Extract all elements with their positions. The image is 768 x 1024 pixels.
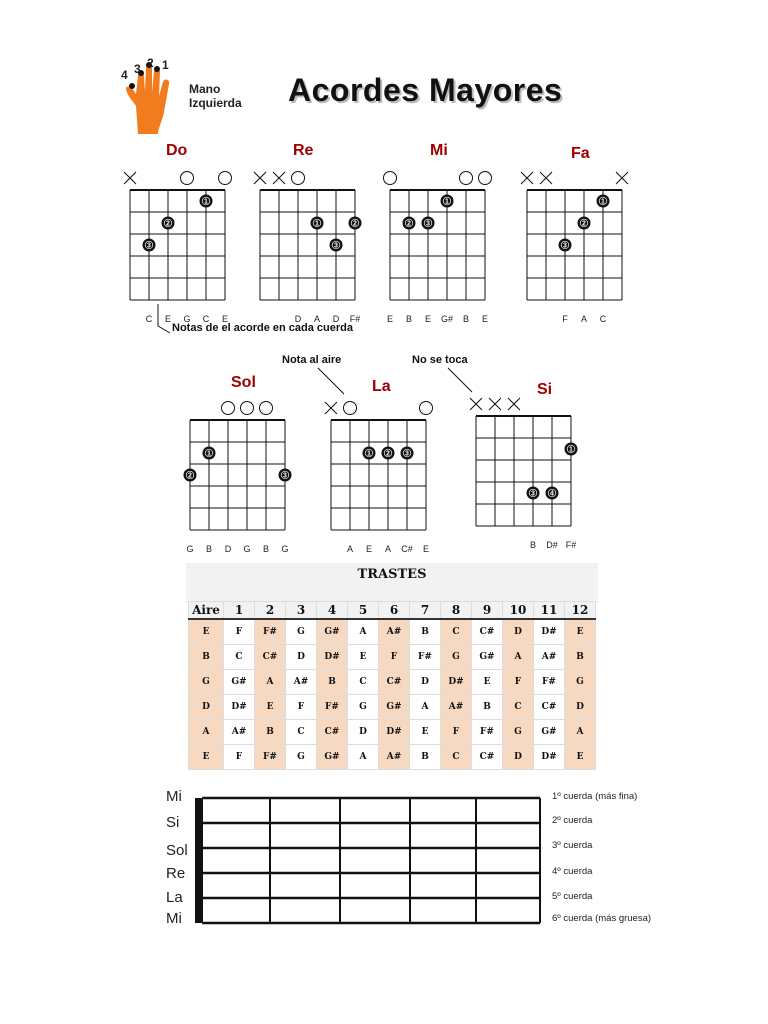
fret-note-cell: D# xyxy=(224,695,255,720)
fret-note-cell: F# xyxy=(317,695,348,720)
fret-note-cell: D# xyxy=(379,720,410,745)
chord-note: E xyxy=(365,544,372,554)
fret-note-cell: E xyxy=(189,745,224,770)
fret-note-cell: C xyxy=(224,645,255,670)
finger-number: 3 xyxy=(531,490,535,498)
fret-note-cell: D# xyxy=(317,645,348,670)
chord-note: F# xyxy=(565,540,577,550)
fret-header-cell: 8 xyxy=(441,602,472,620)
fret-note-cell: E xyxy=(189,619,224,645)
chord-note: E xyxy=(481,314,488,324)
chord-note: G xyxy=(183,314,191,324)
chord-note: B xyxy=(405,314,412,324)
fret-note-cell: A xyxy=(503,645,534,670)
neck-string-label: 4º cuerda xyxy=(552,866,593,877)
fret-header-cell: 9 xyxy=(472,602,503,620)
fret-note-cell: D# xyxy=(441,670,472,695)
neck-string-name: Si xyxy=(166,814,180,831)
frets-table-title: TRASTES xyxy=(357,567,427,582)
fret-note-cell: F# xyxy=(534,670,565,695)
finger-number: 3 xyxy=(426,220,430,228)
fret-note-cell: B xyxy=(472,695,503,720)
fret-note-cell: D xyxy=(410,670,441,695)
chord-note: C# xyxy=(401,544,413,554)
fret-note-cell: E xyxy=(348,645,379,670)
fret-note-cell: G xyxy=(189,670,224,695)
chord-note: A xyxy=(346,544,353,554)
chord-note: B xyxy=(205,544,212,554)
chord-note: G xyxy=(186,544,194,554)
chord-note: B xyxy=(529,540,536,550)
neck-string-name: Mi xyxy=(166,910,182,927)
fret-note-cell: C# xyxy=(255,645,286,670)
chord-name-3: Fa xyxy=(571,145,590,162)
fret-header-cell: 2 xyxy=(255,602,286,620)
fret-note-cell: A# xyxy=(224,720,255,745)
page-title: Acordes Mayores xyxy=(288,72,563,108)
chord-note: F xyxy=(562,314,568,324)
frets-table-row xyxy=(189,720,596,745)
finger-number: 1 xyxy=(367,450,371,458)
chord-note: E xyxy=(164,314,171,324)
frets-table-row xyxy=(189,695,596,720)
frets-table-row xyxy=(189,745,596,770)
fret-note-cell: A xyxy=(410,695,441,720)
frets-table-row xyxy=(189,670,596,695)
fret-note-cell: B xyxy=(565,645,596,670)
fret-note-cell: C# xyxy=(534,695,565,720)
chord-note: C xyxy=(202,314,210,324)
fret-note-cell: G# xyxy=(379,695,410,720)
fret-note-cell: C xyxy=(348,670,379,695)
chord-note: E xyxy=(424,314,431,324)
fret-note-cell: F xyxy=(286,695,317,720)
fret-note-cell: A# xyxy=(379,745,410,770)
chord-name-6: Si xyxy=(537,381,553,398)
chord-note: D# xyxy=(546,540,558,550)
fret-note-cell: G xyxy=(286,619,317,645)
fret-header-cell: 12 xyxy=(565,602,596,620)
neck-string-label: 3º cuerda xyxy=(552,840,593,851)
fret-note-cell: F# xyxy=(410,645,441,670)
finger-number: 1 xyxy=(569,446,573,454)
fret-header-cell: 1 xyxy=(224,602,255,620)
finger-number: 2 xyxy=(166,220,170,228)
fret-note-cell: G# xyxy=(534,720,565,745)
chord-note: E xyxy=(386,314,393,324)
fret-note-cell: D# xyxy=(534,619,565,645)
fret-header-cell: 7 xyxy=(410,602,441,620)
fret-note-cell: E xyxy=(255,695,286,720)
fret-header-cell: Aire xyxy=(189,602,224,620)
finger-number-3: 3 xyxy=(134,62,141,76)
fret-note-cell: A xyxy=(348,745,379,770)
fret-note-cell: A xyxy=(189,720,224,745)
chord-note: D xyxy=(294,314,302,324)
fret-note-cell: C xyxy=(441,619,472,645)
fret-note-cell: C xyxy=(503,695,534,720)
chord-note: G xyxy=(243,544,251,554)
fret-note-cell: E xyxy=(565,619,596,645)
finger-number-1: 1 xyxy=(162,58,169,72)
notes-caption: Notas de el acorde en cada cuerda xyxy=(172,322,353,334)
fret-note-cell: D xyxy=(503,619,534,645)
chord-note: D xyxy=(224,544,232,554)
fret-note-cell: G xyxy=(348,695,379,720)
chord-note: E xyxy=(422,544,429,554)
annotation-pointers xyxy=(0,0,768,420)
fret-note-cell: G xyxy=(286,745,317,770)
finger-number: 2 xyxy=(582,220,586,228)
fret-note-cell: C xyxy=(286,720,317,745)
fret-note-cell: D xyxy=(565,695,596,720)
fret-note-cell: A# xyxy=(286,670,317,695)
neck-string-label: 6º cuerda (más gruesa) xyxy=(552,913,652,924)
fret-note-cell: C# xyxy=(472,745,503,770)
fret-note-cell: A# xyxy=(534,645,565,670)
finger-number: 3 xyxy=(283,472,287,480)
fret-note-cell: C xyxy=(441,745,472,770)
fret-header-cell: 11 xyxy=(534,602,565,620)
neck-string-name: La xyxy=(166,889,183,906)
fret-header-cell: 3 xyxy=(286,602,317,620)
finger-number: 2 xyxy=(386,450,390,458)
finger-number: 2 xyxy=(188,472,192,480)
fret-note-cell: G xyxy=(503,720,534,745)
finger-number: 1 xyxy=(207,450,211,458)
finger-number: 1 xyxy=(601,198,605,206)
chord-note: D xyxy=(332,314,340,324)
blank-neck-grid xyxy=(190,790,550,930)
fret-note-cell: B xyxy=(255,720,286,745)
fret-note-cell: C# xyxy=(379,670,410,695)
fret-note-cell: G# xyxy=(224,670,255,695)
finger-number: 2 xyxy=(407,220,411,228)
finger-number-2: 2 xyxy=(147,56,154,70)
hand-label-izquierda: Izquierda xyxy=(189,96,242,110)
fret-note-cell: C# xyxy=(317,720,348,745)
fret-note-cell: A xyxy=(255,670,286,695)
neck-string-name: Mi xyxy=(166,788,182,805)
fret-note-cell: F# xyxy=(472,720,503,745)
chord-note: F# xyxy=(349,314,361,324)
chord-name-5: La xyxy=(372,378,391,395)
neck-string-label: 1º cuerda (más fina) xyxy=(552,791,638,802)
fret-note-cell: E xyxy=(410,720,441,745)
fret-header-cell: 4 xyxy=(317,602,348,620)
not-played-annotation: No se toca xyxy=(412,354,468,366)
neck-string-name: Re xyxy=(166,865,186,882)
fret-note-cell: B xyxy=(317,670,348,695)
fret-note-cell: D xyxy=(189,695,224,720)
fret-note-cell: B xyxy=(189,645,224,670)
fret-header-cell: 5 xyxy=(348,602,379,620)
neck-string-label: 5º cuerda xyxy=(552,891,593,902)
fret-note-cell: B xyxy=(410,745,441,770)
frets-header-row xyxy=(189,602,596,620)
chord-note: G# xyxy=(440,314,453,324)
finger-number: 1 xyxy=(204,198,208,206)
chord-note: A xyxy=(384,544,391,554)
finger-number: 3 xyxy=(334,242,338,250)
fret-header-cell: 10 xyxy=(503,602,534,620)
chord-note: E xyxy=(221,314,228,324)
chord-name-0: Do xyxy=(166,142,188,159)
finger-number: 3 xyxy=(147,242,151,250)
finger-number-4: 4 xyxy=(121,68,128,82)
fret-note-cell: D xyxy=(286,645,317,670)
fret-note-cell: F# xyxy=(255,619,286,645)
open-note-annotation: Nota al aire xyxy=(282,354,342,366)
chord-name-4: Sol xyxy=(231,374,256,391)
fret-note-cell: A xyxy=(565,720,596,745)
hand-label-mano: Mano xyxy=(189,82,221,96)
fret-note-cell: F xyxy=(224,619,255,645)
fret-note-cell: D# xyxy=(534,745,565,770)
frets-table-row xyxy=(189,619,596,645)
fret-note-cell: A# xyxy=(379,619,410,645)
fret-note-cell: A# xyxy=(441,695,472,720)
fret-note-cell: G# xyxy=(317,619,348,645)
chord-note: A xyxy=(313,314,320,324)
finger-number: 3 xyxy=(405,450,409,458)
chord-name-1: Re xyxy=(293,142,314,159)
fret-note-cell: C# xyxy=(472,619,503,645)
finger-number: 1 xyxy=(445,198,449,206)
chord-note: B xyxy=(262,544,269,554)
chord-note: C xyxy=(599,314,607,324)
frets-table xyxy=(188,601,596,770)
finger-number: 2 xyxy=(353,220,357,228)
chord-note: B xyxy=(462,314,469,324)
fret-note-cell: E xyxy=(565,745,596,770)
fret-note-cell: D xyxy=(348,720,379,745)
fret-note-cell: G# xyxy=(472,645,503,670)
frets-table-row xyxy=(189,645,596,670)
finger-number: 1 xyxy=(315,220,319,228)
neck-string-label: 2º cuerda xyxy=(552,815,593,826)
fret-note-cell: A xyxy=(348,619,379,645)
fret-header-cell: 6 xyxy=(379,602,410,620)
finger-number: 4 xyxy=(550,490,554,498)
fret-note-cell: F xyxy=(379,645,410,670)
fret-note-cell: F# xyxy=(255,745,286,770)
chord-note: A xyxy=(580,314,587,324)
neck-string-name: Sol xyxy=(166,842,188,859)
finger-number: 3 xyxy=(563,242,567,250)
fret-note-cell: G xyxy=(441,645,472,670)
fret-note-cell: B xyxy=(410,619,441,645)
fret-note-cell: F xyxy=(441,720,472,745)
fret-note-cell: E xyxy=(472,670,503,695)
fret-note-cell: F xyxy=(224,745,255,770)
frets-table-panel xyxy=(186,563,598,770)
fret-note-cell: D xyxy=(503,745,534,770)
fret-note-cell: F xyxy=(503,670,534,695)
fret-note-cell: G xyxy=(565,670,596,695)
chord-note: G xyxy=(281,544,289,554)
fret-note-cell: G# xyxy=(317,745,348,770)
chord-note: C xyxy=(145,314,153,324)
chord-name-2: Mi xyxy=(430,142,448,159)
